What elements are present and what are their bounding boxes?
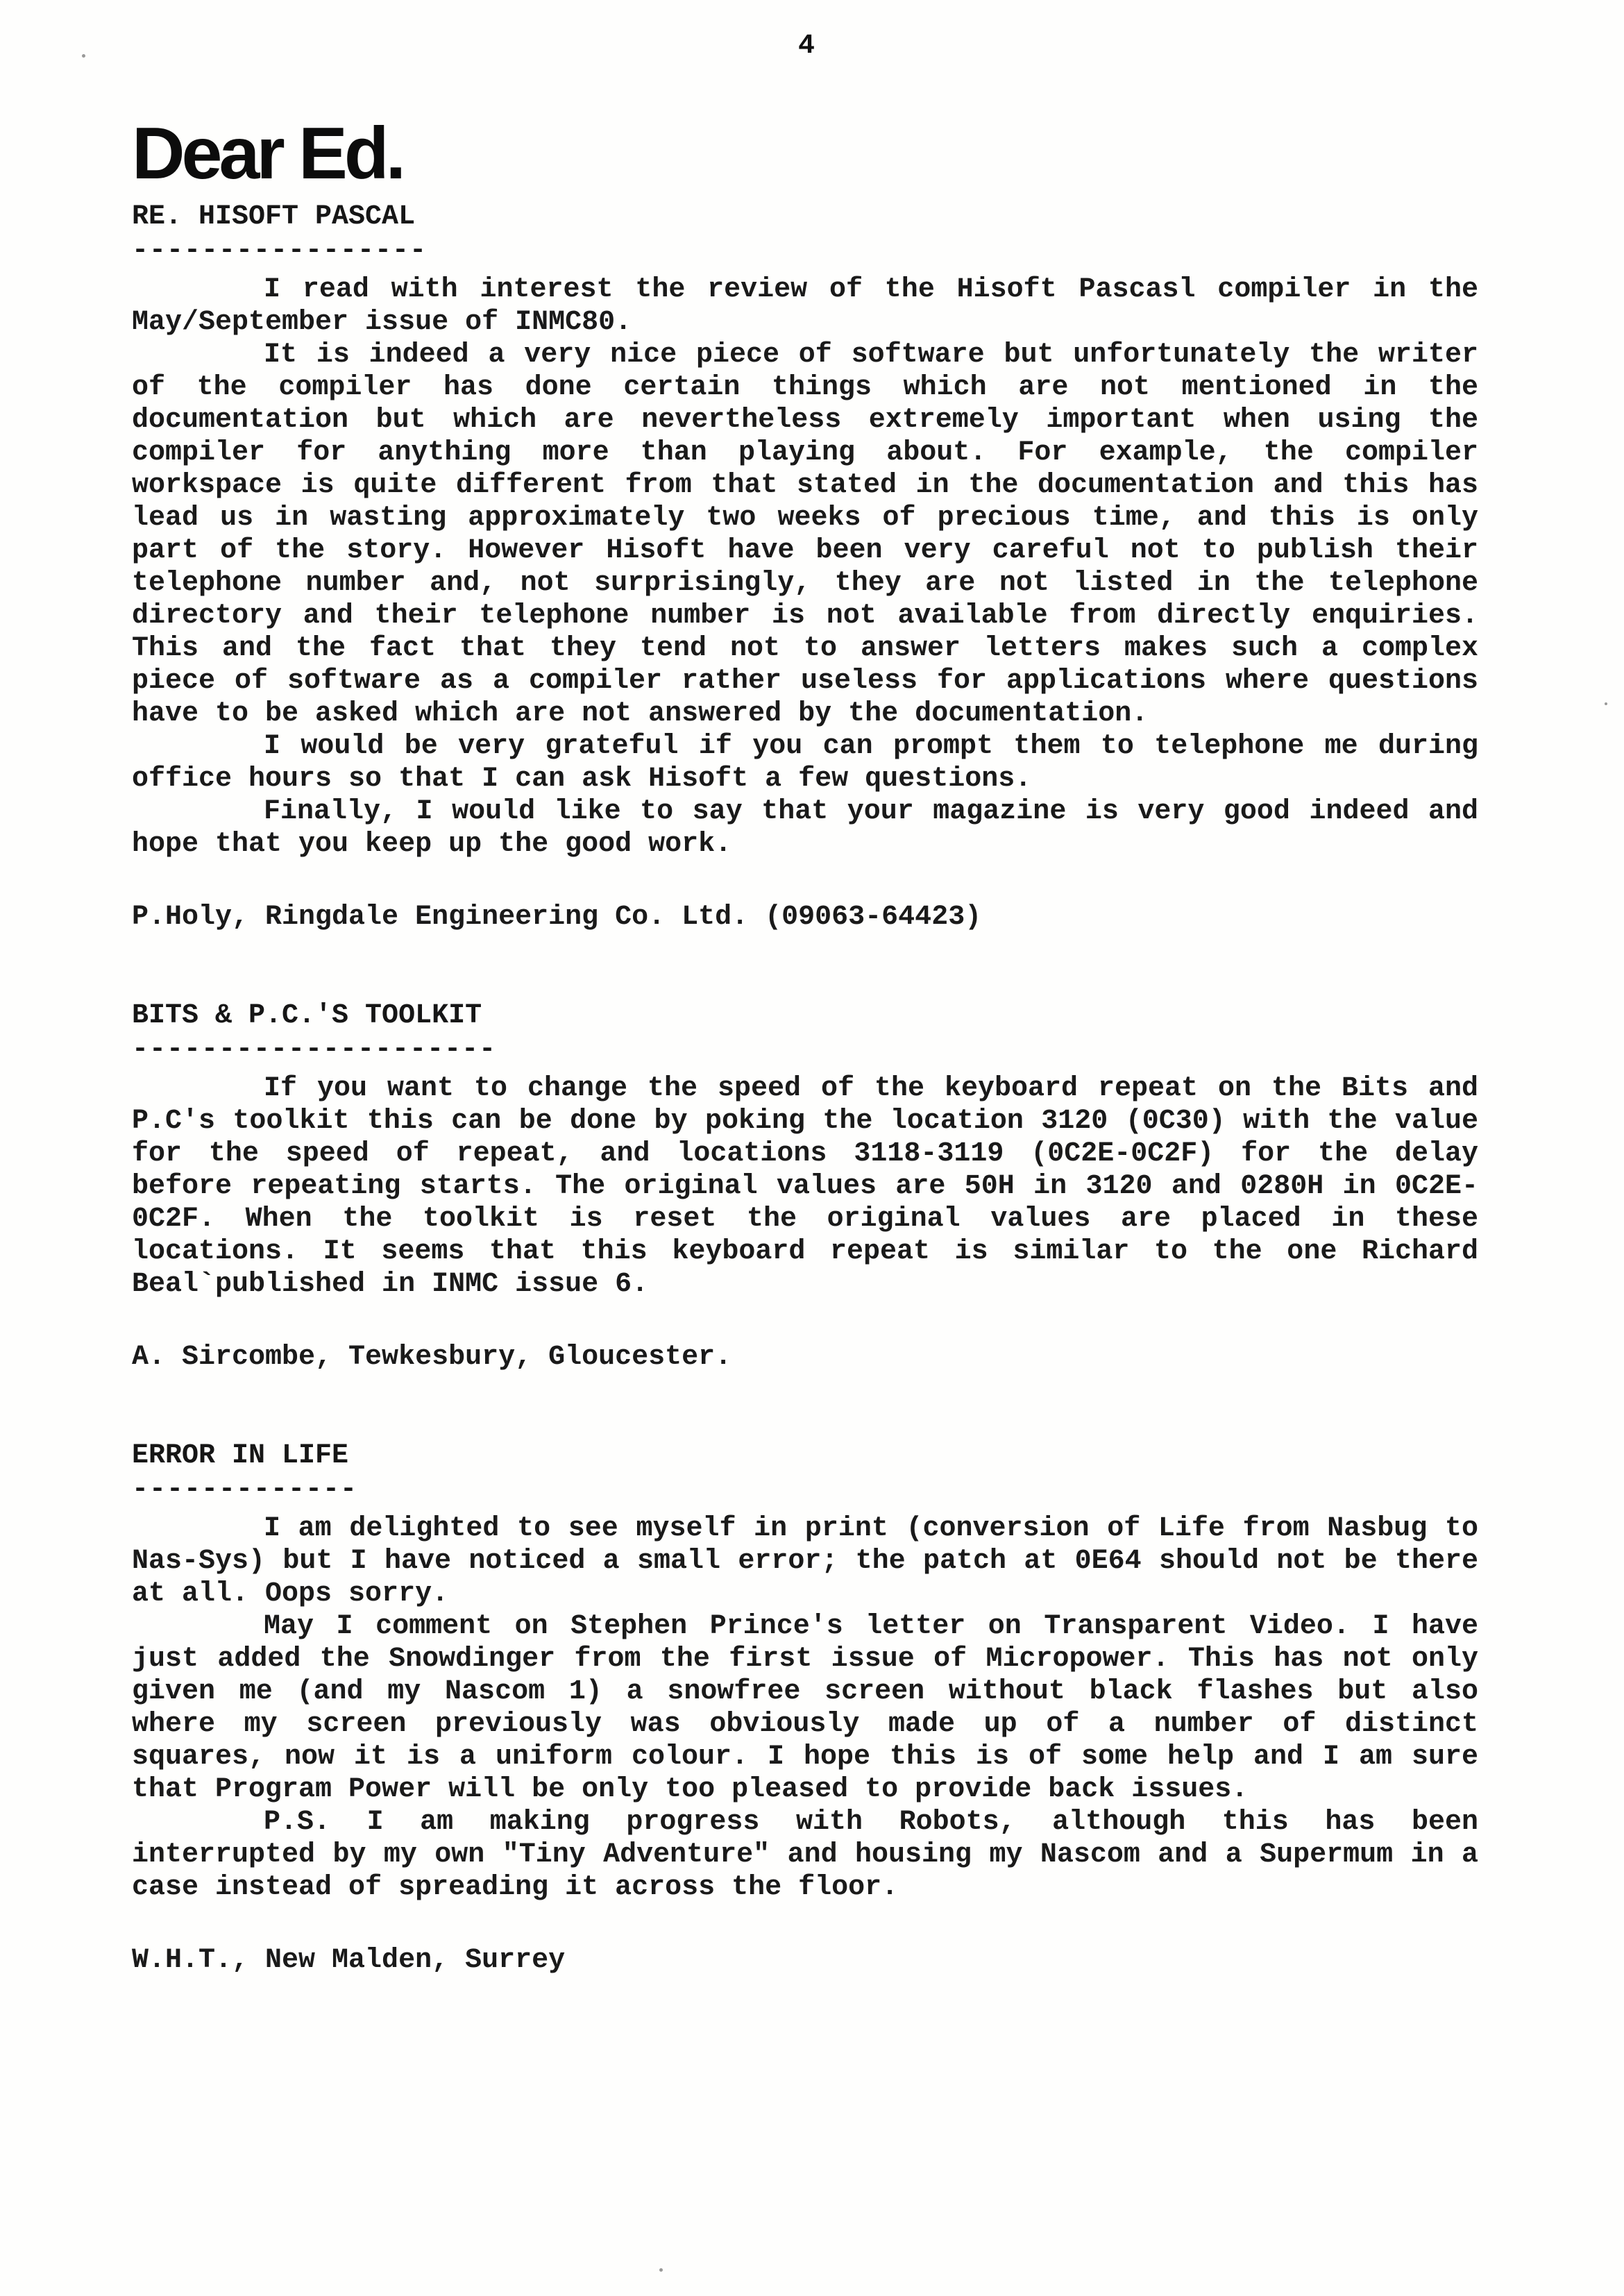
heading-rule: ---------------------: [132, 1034, 497, 1065]
letter-body: [132, 1072, 1478, 1301]
letter-body: [132, 273, 1478, 861]
page-content: [132, 112, 1478, 1977]
letter-signature: P.Holy, Ringdale Engineering Co. Ltd. (09063-64423): [132, 902, 982, 933]
letter-body: [132, 1512, 1478, 1904]
letter-signature: A. Sircombe, Tewkesbury, Gloucester.: [132, 1342, 732, 1373]
scan-speck: [659, 2268, 663, 2272]
letter-paragraph: Finally, I would like to say that your magazine is very good indeed and hope that you keep up the good work.: [132, 796, 1478, 860]
letter-section-bits-pc-toolkit: [132, 1000, 1478, 1374]
heading-rule: -----------------: [132, 235, 428, 267]
letter-paragraph: May I comment on Stephen Prince's letter on Transparent Video. I have just added the Snowdinger from the first issue of Micropower. This has not only given me (and my Nascom 1) a snowfree screen without black flashes but also where my screen previously was obviously made up of a number of distinct squares, now it is a uniform colour. I hope this is of some help and I am sure that Program Power will be only too pleased to provide back issues.: [132, 1611, 1478, 1805]
letter-heading: RE. HISOFT PASCAL: [132, 201, 416, 233]
letter-section-hisoft-pascal: [132, 201, 1478, 934]
letter-paragraph: I read with interest the review of the Hisoft Pascasl compiler in the May/September issue of INMC80.: [132, 274, 1478, 338]
letter-paragraph: If you want to change the speed of the keyboard repeat on the Bits and P.C's toolkit this can be done by poking the location 3120 (0C30) with the value for the speed of repeat, and locations 3118-3119 (0C2E-0C2F) for the delay before repeating starts. The original values are 50H in 3120 and 0280H in 0C2E-0C2F. When the toolkit is reset the original values are placed in these locations. It seems that this keyboard repeat is similar to the one Richard Beal`published in INMC issue 6.: [132, 1073, 1478, 1300]
letter-section-error-in-life: [132, 1440, 1478, 1977]
letter-paragraph: It is indeed a very nice piece of software but unfortunately the writer of the compiler has done certain things which are not mentioned in the documentation but which are nevertheless extremely important when using the compiler for anything more than playing about. For example, the compiler workspace is quite different from that stated in the documentation and this has lead us in wasting approximately two weeks of precious time, and this is only part of the story. However Hisoft have been very careful not to publish their telephone number and, not surprisingly, they are not listed in the telephone directory and their telephone number is not available from directly enquiries. This and the fact that they tend not to answer letters makes such a complex piece of software as a compiler rather useless for applications where questions have to be asked which are not answered by the documentation.: [132, 339, 1478, 729]
scan-speck: [82, 54, 85, 58]
letter-signature: W.H.T., New Malden, Surrey: [132, 1945, 566, 1976]
heading-rule: -------------: [132, 1474, 358, 1505]
letter-heading: BITS & P.C.'S TOOLKIT: [132, 1000, 482, 1031]
scan-speck: [1605, 702, 1607, 705]
letter-paragraph: I am delighted to see myself in print (conversion of Life from Nasbug to Nas-Sys) but I have noticed a small error; the patch at 0E64 should not be there at all. Oops sorry.: [132, 1513, 1478, 1610]
masthead-title: Dear Ed.: [132, 112, 403, 194]
letter-paragraph: I would be very grateful if you can prompt them to telephone me during office hours so that I can ask Hisoft a few questions.: [132, 731, 1478, 795]
page-number: 4: [798, 31, 815, 62]
letter-heading: ERROR IN LIFE: [132, 1440, 349, 1471]
letter-paragraph: P.S. I am making progress with Robots, although this has been interrupted by my own "Tiny Adventure" and housing my Nascom and a Supermum in a case instead of spreading it across the floor.: [132, 1807, 1478, 1903]
